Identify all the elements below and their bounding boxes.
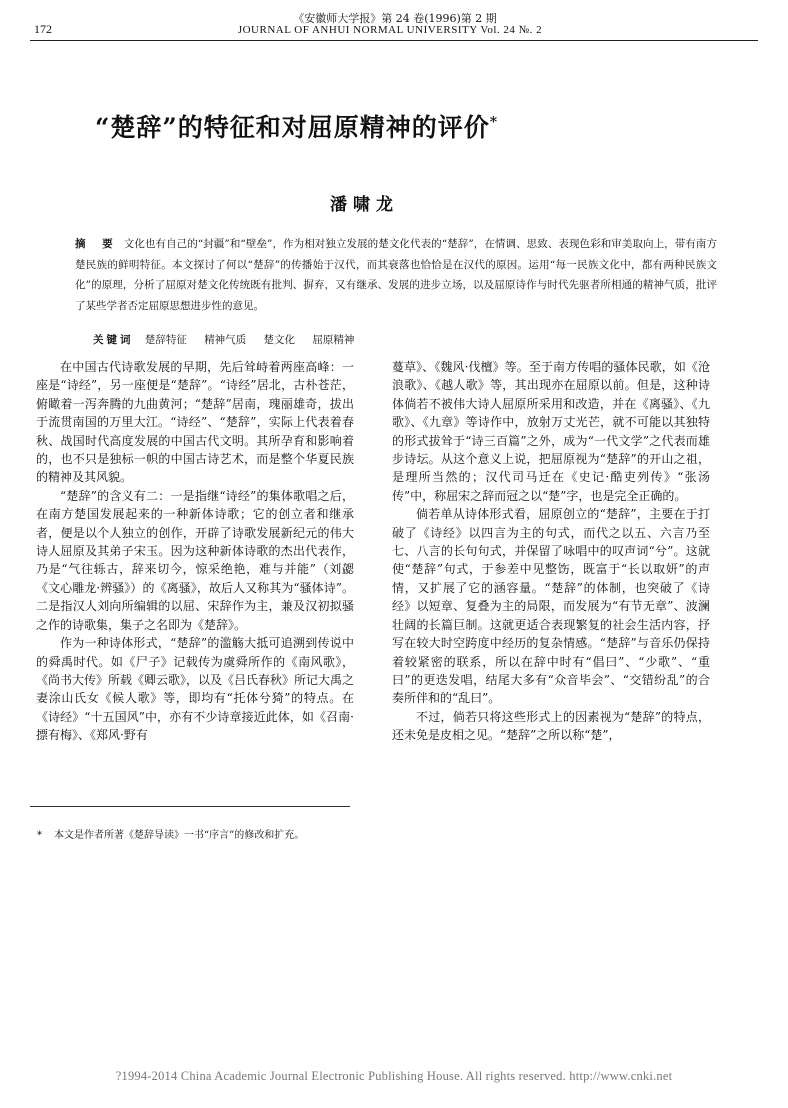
body-paragraph: 不过，倘若只将这些形式上的因素视为“楚辞”的特点，还未免是皮相之见。“楚辞”之所以称“楚”， [392, 709, 710, 743]
copyright-notice: ?1994-2014 China Academic Journal Electronic Publishing House. All rights reserved. http://www.cnki.net [115, 1069, 673, 1083]
author-name: 潘啸龙 [330, 195, 399, 215]
body-column-left [36, 358, 354, 745]
keyword-item: 楚辞特征 [144, 334, 187, 346]
page-number: 172 [34, 22, 52, 36]
body-paragraph: 倘若单从诗体形式看，屈原创立的“楚辞”，主要在于打破了《诗经》以四言为主的句式，而代之以五、六言乃至七、八言的长句句式，并保留了咏唱中的叹声词“兮”。这就使“楚辞”句式，于参差中见整饬，既富于“长以取妍”的声情，又扩展了它的涵容量。“楚辞”的体制，也突破了《诗经》以短章、复叠为主的局限，而发展为“有节无章”、波澜壮阔的长篇巨制。这就更适合表现繁复的社会生活内容，抒写在较大时空跨度中经历的复杂情感。“楚辞”与音乐仍保持着较紧密的联系，所以在辞中时有“倡曰”、“少歌”、“重曰”的更迭发唱，结尾大多有“众音毕会”、“交错纷乱”的合奏所伴和的“乱曰”。 [392, 507, 710, 706]
journal-title-chinese: 《安徽师大学报》第 24 卷(1996)第 2 期 [293, 12, 497, 25]
keywords-label: 关键词 [93, 334, 134, 346]
body-paragraph-continued: 蔓草》、《魏风·伐檀》等。至于南方传唱的骚体民歌，如《沧浪歌》、《越人歌》等，其出现亦在屈原以前。但是，这种诗体倘若不被伟大诗人屈原所采用和改造，并在《离骚》、《九歌》、《九章》等诗作中，放射万丈光芒，就不可能以其独特的形式拔耸于“诗三百篇”之外，成为“一代文学”之代表而雄步诗坛。从这个意义上说，把屈原视为“楚辞”的开山之祖，是理所当然的；汉代司马迁在《史记·酷吏列传》“张汤传”中，称屈宋之辞而冠之以“楚”字，也是完全正确的。 [392, 360, 710, 503]
footnote [37, 826, 304, 841]
journal-title-english: JOURNAL OF ANHUI NORMAL UNIVERSITY Vol. 24 №. 2 [237, 24, 543, 36]
keywords [93, 332, 368, 348]
body-column-right [392, 358, 710, 745]
title-footnote-mark: * [489, 114, 499, 131]
abstract [75, 234, 717, 316]
footnote-text: 本文是作者所著《楚辞导读》一书“序言”的修改和扩充。 [54, 830, 305, 841]
abstract-label: 摘 要 [75, 238, 116, 250]
article-title-text: “楚辞”的特征和对屈原精神的评价 [95, 113, 490, 142]
body-paragraph: 作为一种诗体形式，“楚辞”的滥觞大抵可追溯到传说中的舜禹时代。如《尸子》记载传为虞舜所作的《南风歌》，《尚书大传》所载《卿云歌》，以及《吕氏春秋》所记大禹之妻涂山氏女《候人歌》等，即均有“托体兮猗”的特点。在《诗经》“十五国风”中，亦有不少诗章接近此体，如《召南·摽有梅》、《郑风·野有 [36, 636, 355, 743]
keyword-item: 屈原精神 [312, 334, 355, 346]
footnote-divider [30, 806, 350, 807]
body-paragraph: “楚辞”的含义有二：一是指继“诗经”的集体歌唱之后，在南方楚国发展起来的一种新体诗歌；它的创立者和继承者，便是以个人独立的创作，开辟了诗歌发展新纪元的伟大诗人屈原及其弟子宋玉。因为这种新体诗歌的杰出代表作，乃是“气往轹古，辞来切今，惊采绝艳，难与并能”（刘勰《文心雕龙·辨骚》）的《离骚》，故后人又称其为“骚体诗”。二是指汉人刘向所编辑的以屈、宋辞作为主，兼及汉初拟骚之作的诗歌集，集子之名即为《楚辞》。 [36, 488, 354, 632]
body-paragraph: 在中国古代诗歌发展的早期，先后耸峙着两座高峰：一座是“诗经”，另一座便是“楚辞”。“诗经”居北，古朴苍茫，俯瞰着一泻奔腾的九曲黄河；“楚辞”居南，瑰丽雄奇，拔出于流贯南国的万里大江。“诗经”、“楚辞”，实际上代表着春秋、战国时代高度发展的中国古代文明。其所孕育和影响着的，也不只是独标一帜的中国古诗艺术，而是整个华夏民族的精神及其风貌。 [36, 360, 354, 485]
article-title [95, 108, 655, 144]
keyword-item: 精神气质 [204, 334, 247, 346]
header-divider [30, 40, 758, 41]
footnote-mark: * [37, 830, 42, 841]
abstract-text: 文化也有自己的“封疆”和“壁垒”，作为相对独立发展的楚文化代表的“楚辞”，在情调、思致、表现色彩和审美取向上，带有南方楚民族的鲜明特征。本文探讨了何以“楚辞”的传播始于汉代，而其衰落也恰恰是在汉代的原因。运用“每一民族文化中，都有两种民族文化”的原理，分析了屈原对楚文化传统既有批判、摒弃，又有继承、发展的进步立场，以及屈原诗作与时代先驱者所相通的精神气质，批评了某些学者否定屈原思想进步性的意见。 [75, 238, 718, 312]
keyword-item: 楚文化 [263, 334, 296, 346]
